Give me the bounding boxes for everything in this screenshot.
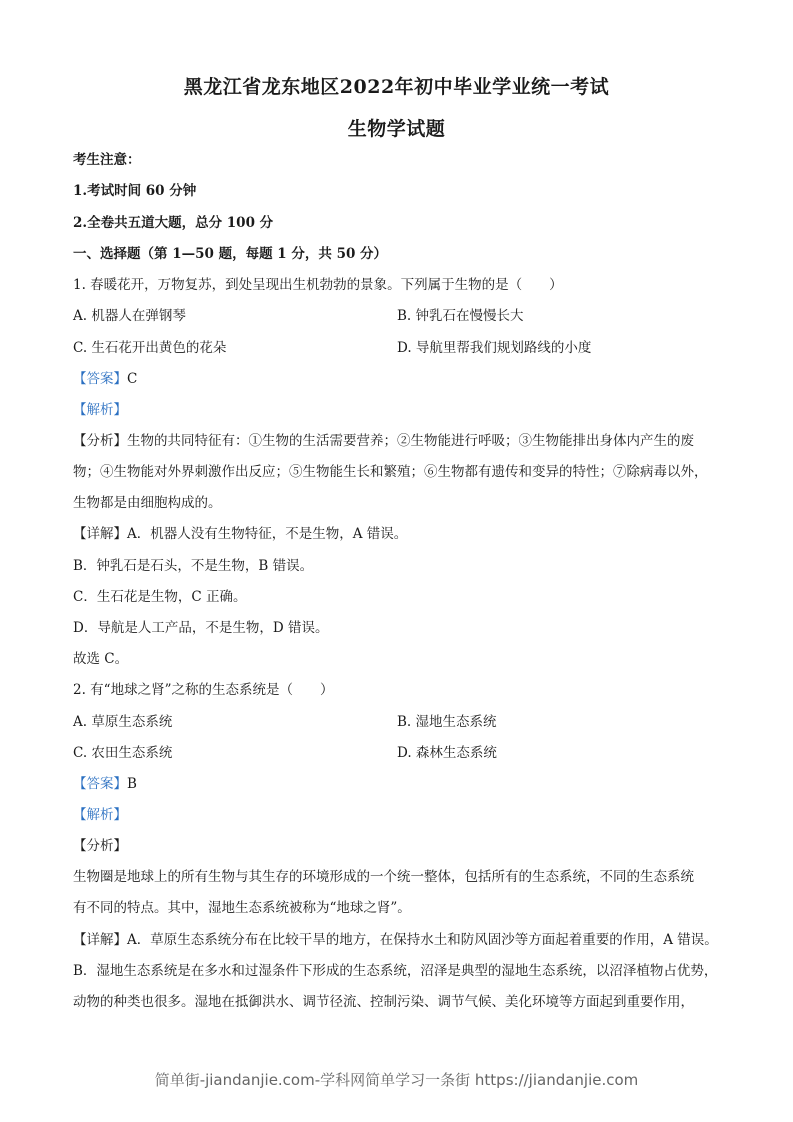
- notice-heading: 考生注意：: [73, 152, 141, 168]
- q1-option-a: A. 机器人在弹钢琴: [73, 308, 186, 324]
- q2-fenxi-line-1: 生物圈是地球上的所有生物与其生存的环境形成的一个统一整体，包括所有的生态系统，不同的生态系统: [73, 869, 694, 885]
- q1-detail-d: D．导航是人工产品，不是生物，D 错误。: [73, 620, 329, 636]
- q2-option-b: B. 湿地生态系统: [397, 714, 497, 730]
- fenxi-text: 生物的共同特征有：①生物的生活需要营养；②生物能进行呼吸；③生物能排出身体内产生的废: [127, 433, 694, 449]
- q2-option-c: C. 农田生态系统: [73, 745, 173, 761]
- q1-conclusion: 故选 C。: [73, 651, 129, 667]
- answer-tag: 【答案】: [73, 371, 127, 387]
- exam-subtitle: 生物学试题: [347, 118, 446, 140]
- q2-analysis-tag: 【解析】: [73, 807, 127, 823]
- q2-option-d: D. 森林生态系统: [397, 745, 497, 761]
- q1-fenxi-line-1: [73, 431, 723, 451]
- q1-option-d: D. 导航里帮我们规划路线的小度: [397, 340, 592, 356]
- q1-detail-c: C．生石花是生物，C 正确。: [73, 589, 247, 605]
- q2-detail-a: [73, 930, 723, 950]
- fenxi-tag: 【分析】: [73, 433, 127, 449]
- answer-value: C: [127, 371, 138, 387]
- exam-title: 黑龙江省龙东地区2022年初中毕业学业统一考试: [183, 76, 610, 98]
- detail-tag: 【详解】: [73, 932, 127, 948]
- q2-fenxi-tag: 【分析】: [73, 838, 127, 854]
- q1-detail-b: B．钟乳石是石头，不是生物，B 错误。: [73, 558, 314, 574]
- q2-fenxi-line-2: 有不同的特点。其中，湿地生态系统被称为“地球之肾”。: [73, 900, 411, 916]
- q2-detail-b-line-2: 动物的种类也很多。湿地在抵御洪水、调节径流、控制污染、调节气候、美化环境等方面起到重要作用，: [73, 994, 694, 1010]
- q2-option-a: A. 草原生态系统: [73, 714, 173, 730]
- question-2-stem: 2. 有“地球之肾”之称的生态系统是（ ）: [73, 682, 334, 698]
- answer-value: B: [127, 776, 137, 792]
- q1-option-c: C. 生石花开出黄色的花朵: [73, 340, 227, 356]
- answer-tag: 【答案】: [73, 776, 127, 792]
- q2-detail-b-line-1: B．湿地生态系统是在多水和过湿条件下形成的生态系统，沼泽是典型的湿地生态系统，以沼泽植物占优势，: [73, 963, 718, 979]
- detail-text: A．草原生态系统分布在比较干旱的地方，在保持水土和防风固沙等方面起着重要的作用，A 错误。: [127, 932, 718, 948]
- section-heading: 一、选择题（第 1—50 题，每题 1 分，共 50 分）: [73, 246, 388, 262]
- notice-item-1: 1.考试时间 60 分钟: [73, 183, 197, 199]
- q2-answer: [73, 774, 723, 794]
- q1-analysis-tag: 【解析】: [73, 402, 127, 418]
- detail-tag: 【详解】: [73, 526, 127, 542]
- notice-item-2: 2.全卷共五道大题，总分 100 分: [73, 215, 274, 231]
- question-1-stem: 1. 春暖花开，万物复苏，到处呈现出生机勃勃的景象。下列属于生物的是（ ）: [73, 277, 563, 293]
- detail-text: A．机器人没有生物特征，不是生物，A 错误。: [127, 526, 408, 542]
- q1-fenxi-line-3: 生物都是由细胞构成的。: [73, 495, 222, 511]
- q1-fenxi-line-2: 物；④生物能对外界刺激作出反应；⑤生物能生长和繁殖；⑥生物都有遗传和变异的特性；⑦除病毒以外，: [73, 464, 708, 480]
- q1-option-b: B. 钟乳石在慢慢长大: [397, 308, 524, 324]
- q1-detail-a: [73, 524, 723, 544]
- q1-answer: [73, 369, 723, 389]
- site-footer: 简单街-jiandanjie.com-学科网简单学习一条街 https://jiandanjie.com: [154, 1071, 639, 1089]
